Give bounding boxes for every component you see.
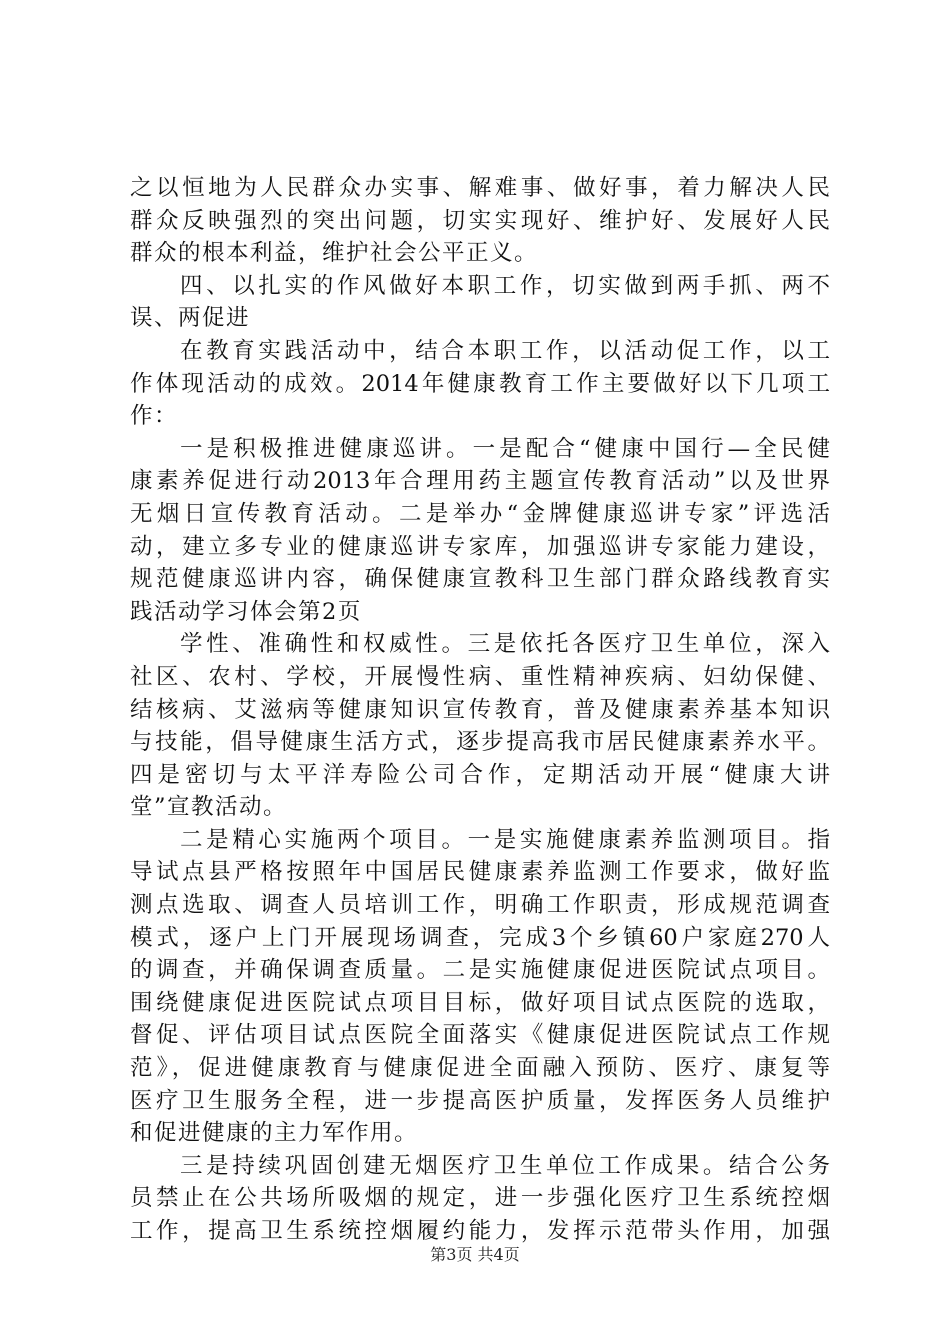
text-line: 的调查，并确保调查质量。二是实施健康促进医院试点项目。	[130, 957, 830, 984]
text-line: 和促进健康的主力军作用。	[130, 1120, 419, 1147]
text-line: 与技能，倡导健康生活方式，逐步提高我市居民健康素养水平。	[130, 729, 830, 756]
text-line: 堂”宣教活动。	[130, 794, 288, 821]
text-line: 作：	[130, 403, 179, 430]
text-line: 践活动学习体会第2页	[130, 598, 362, 625]
text-line: 一是积极推进健康巡讲。一是配合“健康中国行—全民健	[180, 435, 830, 462]
text-line: 范》，促进健康教育与健康促进全面融入预防、医疗、康复等	[130, 1055, 830, 1082]
text-line: 四是密切与太平洋寿险公司合作，定期活动开展“健康大讲	[130, 761, 830, 788]
text-line: 群众反映强烈的突出问题，切实实现好、维护好、发展好人民	[130, 207, 830, 234]
text-line: 学性、准确性和权威性。三是依托各医疗卫生单位，深入	[180, 631, 830, 658]
text-line: 在教育实践活动中，结合本职工作，以活动促工作，以工	[180, 337, 830, 364]
text-line: 作体现活动的成效。2014年健康教育工作主要做好以下几项工	[130, 370, 830, 397]
page-number-label: 第3页 共4页	[430, 1245, 520, 1264]
text-line: 四、以扎实的作风做好本职工作，切实做到两手抓、两不	[180, 272, 830, 299]
text-line: 测点选取、调查人员培训工作，明确工作职责，形成规范调查	[130, 892, 830, 919]
text-line: 康素养促进行动2013年合理用药主题宣传教育活动”以及世界	[130, 468, 830, 495]
text-line: 工作，提高卫生系统控烟履约能力，发挥示范带头作用，加强	[130, 1218, 830, 1244]
text-line: 督促、评估项目试点医院全面落实《健康促进医院试点工作规	[130, 1022, 830, 1049]
text-line: 之以恒地为人民群众办实事、解难事、做好事，着力解决人民	[130, 175, 830, 201]
page-footer	[0, 1245, 950, 1265]
text-line: 医疗卫生服务全程，进一步提高医护质量，发挥医务人员维护	[130, 1087, 830, 1114]
text-line: 围绕健康促进医院试点项目目标，做好项目试点医院的选取，	[130, 989, 830, 1016]
text-line: 导试点县严格按照年中国居民健康素养监测工作要求，做好监	[130, 859, 830, 886]
text-line: 无烟日宣传教育活动。二是举办“金牌健康巡讲专家”评选活	[130, 500, 830, 527]
text-line: 动，建立多专业的健康巡讲专家库，加强巡讲专家能力建设，	[130, 533, 830, 560]
text-line: 二是精心实施两个项目。一是实施健康素养监测项目。指	[180, 826, 830, 853]
text-line: 三是持续巩固创建无烟医疗卫生单位工作成果。结合公务	[180, 1152, 830, 1179]
text-line: 误、两促进	[130, 305, 251, 332]
text-line: 员禁止在公共场所吸烟的规定，进一步强化医疗卫生系统控烟	[130, 1185, 830, 1212]
text-line: 群众的根本利益，维护社会公平正义。	[130, 240, 539, 267]
text-line: 模式，逐户上门开展现场调查，完成3个乡镇60户家庭270人	[130, 924, 830, 951]
text-line: 社区、农村、学校，开展慢性病、重性精神疾病、妇幼保健、	[130, 663, 830, 690]
text-line: 结核病、艾滋病等健康知识宣传教育，普及健康素养基本知识	[130, 696, 830, 723]
text-line: 规范健康巡讲内容，确保健康宣教科卫生部门群众路线教育实	[130, 566, 830, 593]
document-body	[130, 172, 830, 1248]
